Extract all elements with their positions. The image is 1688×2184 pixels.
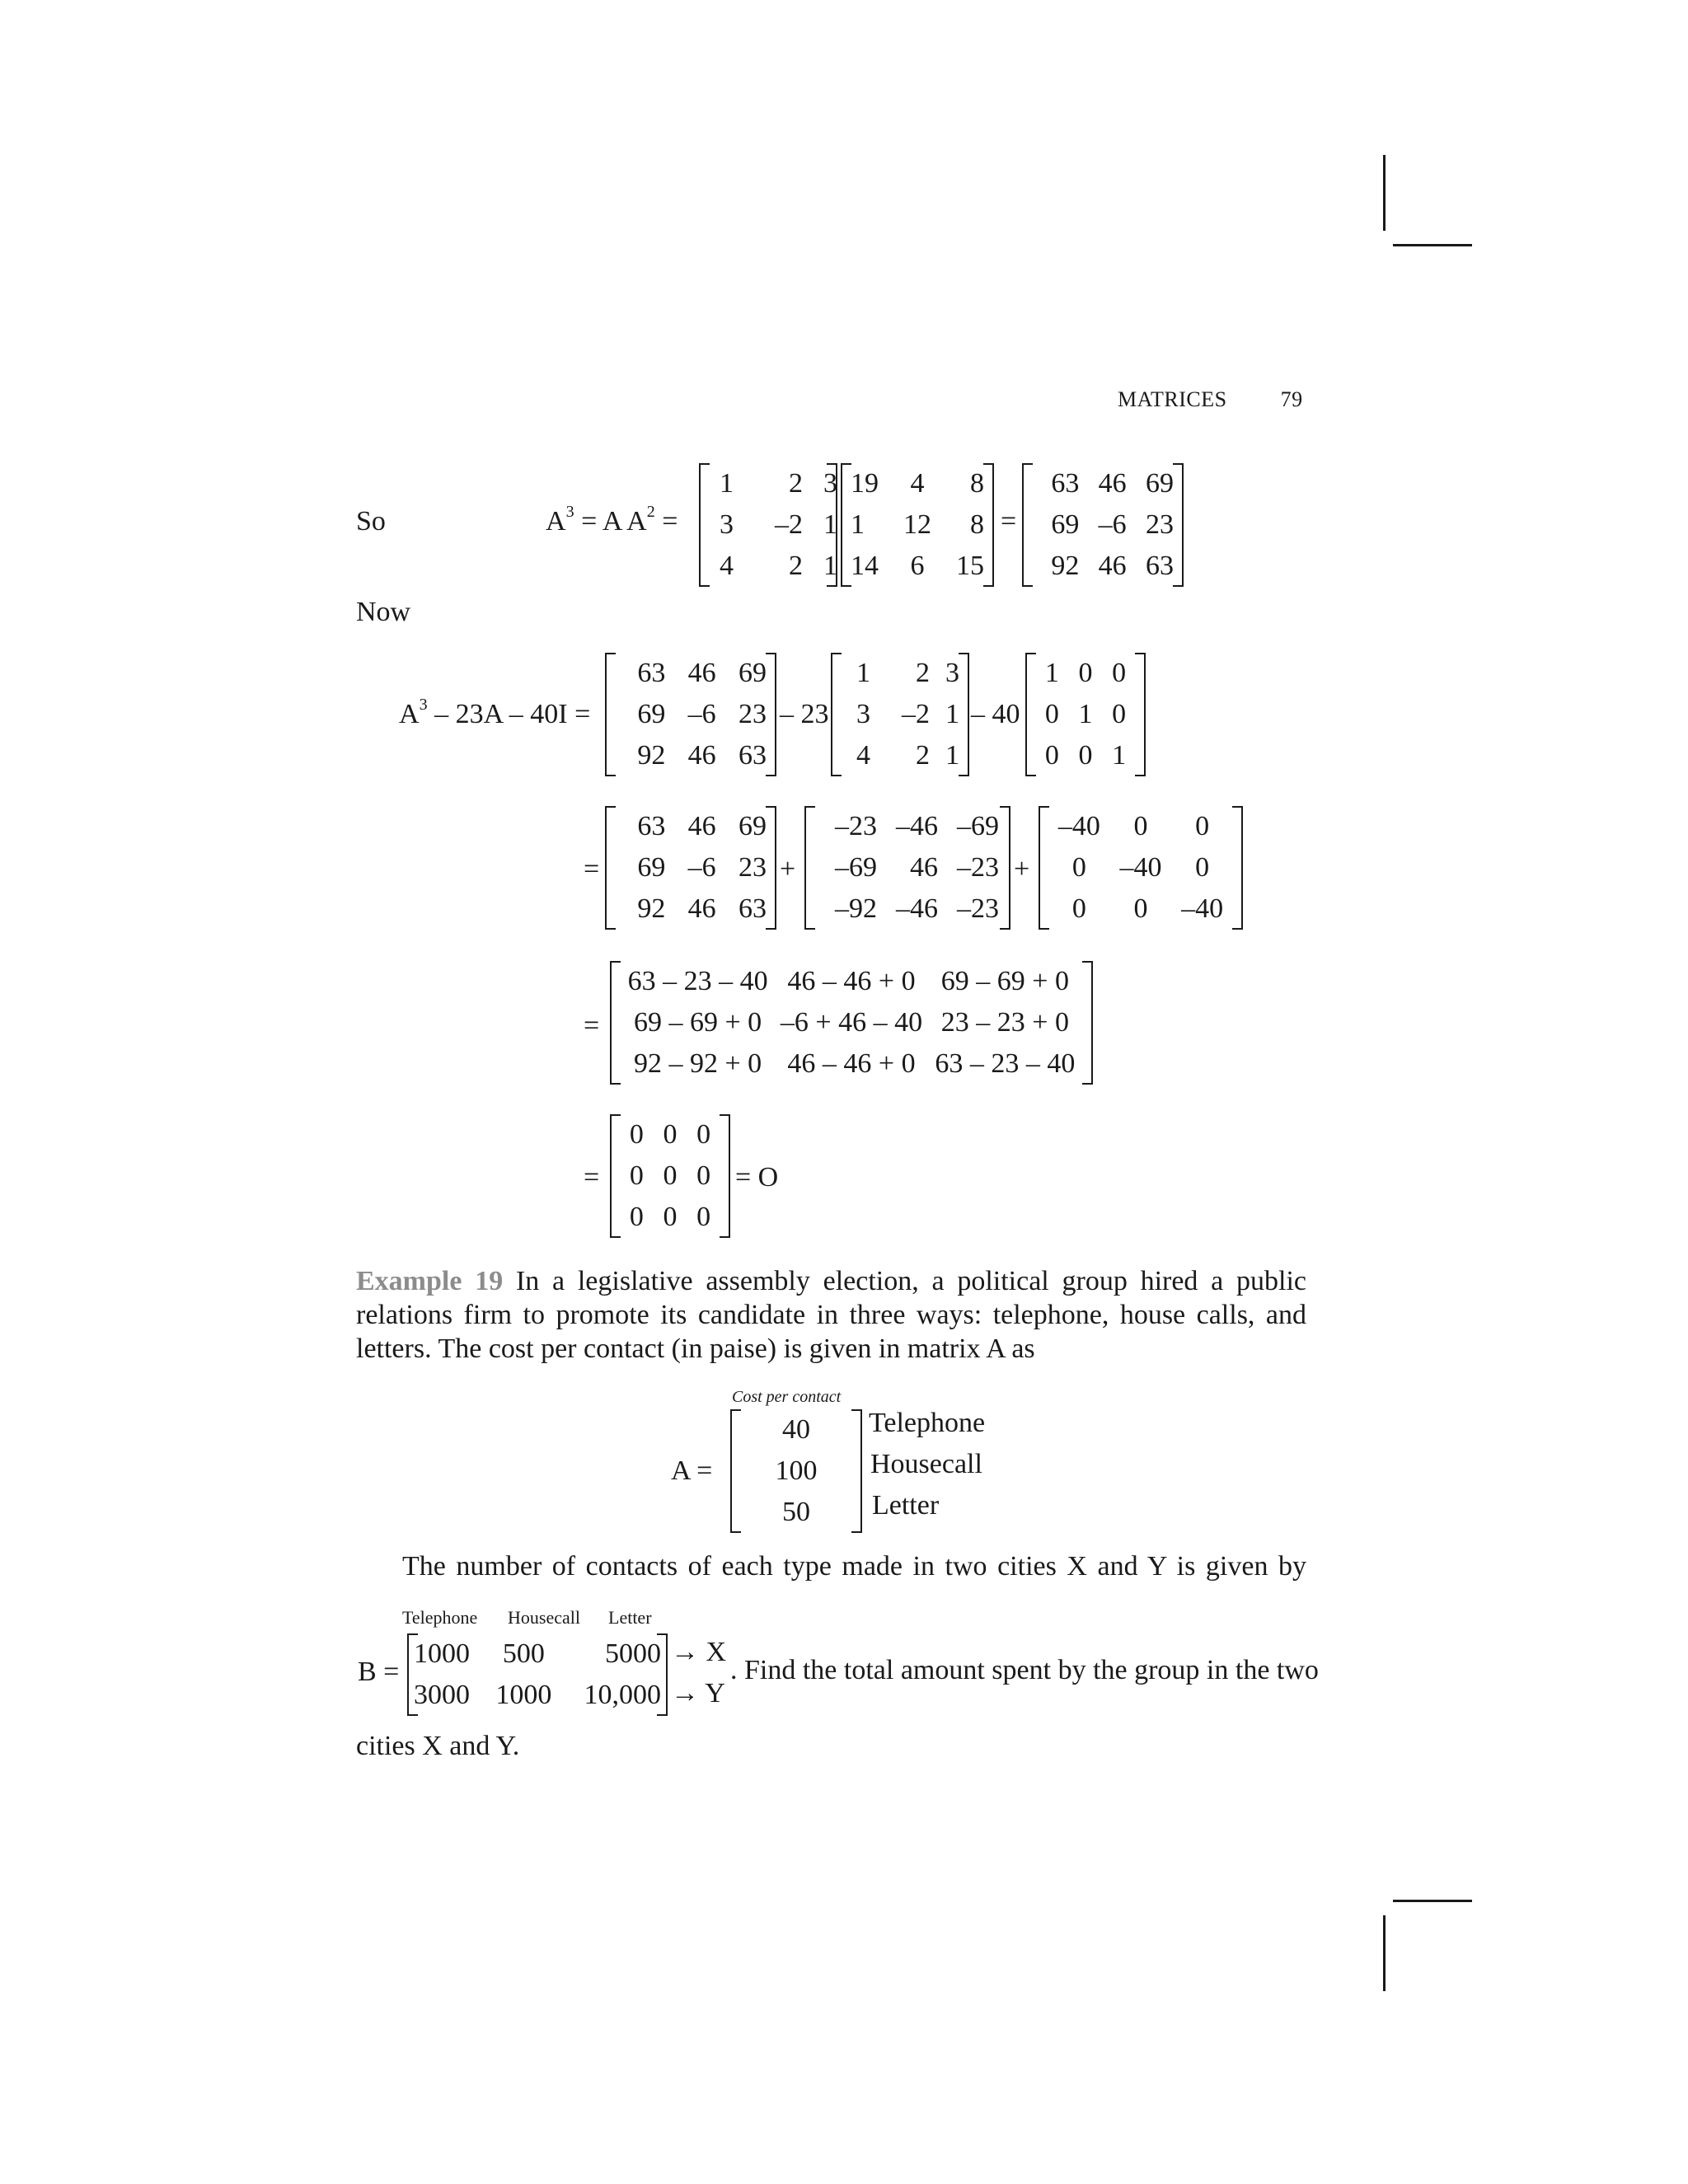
header-title: MATRICES — [1118, 387, 1227, 411]
matrix-cell: 63 — [1146, 551, 1174, 581]
matrix-cell: 69 — [738, 658, 767, 688]
eq4-equals: = — [584, 1010, 600, 1041]
matrix-cell: 0 — [663, 1202, 678, 1232]
eq1-matrix-a-squared — [841, 463, 994, 587]
page-number: 79 — [1280, 387, 1303, 411]
matrix-cell: 0 — [1071, 893, 1086, 924]
matrix-cell: 3 — [945, 658, 959, 688]
eq3-equals: = — [584, 854, 600, 884]
matrix-cell: 1000 — [495, 1680, 552, 1710]
matrix-cell: 40 — [782, 1414, 810, 1445]
matrix-cell: 1 — [720, 468, 734, 499]
matrix-cell: 0 — [629, 1119, 644, 1150]
matrix-cell: 19 — [851, 468, 879, 499]
matrix-cell: –40 — [1181, 893, 1224, 924]
matrix-cell: –69 — [835, 852, 877, 883]
matrix-cell: 3 — [823, 468, 837, 499]
matrix-cell: –46 — [896, 811, 938, 841]
eq3-matrix-2 — [804, 806, 1010, 930]
matrix-cell: 12 — [903, 509, 931, 540]
eq1-matrix-a — [699, 463, 837, 587]
matrix-cell: 15 — [956, 551, 984, 581]
matrix-cell: 0 — [629, 1202, 644, 1232]
matrix-cell: 0 — [1071, 852, 1086, 883]
matrix-cell: 0 — [1044, 699, 1059, 729]
matrix-cell: 6 — [910, 551, 925, 581]
matrix-cell: 63 – 23 – 40 — [627, 966, 768, 996]
matrix-cell: 0 — [629, 1160, 644, 1191]
matrix-cell: 23 – 23 + 0 — [940, 1007, 1069, 1038]
matrix-a-caption: Cost per contact — [732, 1388, 842, 1406]
matrix-cell: 2 — [916, 658, 930, 688]
matrix-cell: 1 — [945, 699, 959, 729]
eq5-equals: = — [584, 1162, 600, 1193]
matrix-cell: 69 – 69 + 0 — [940, 966, 1069, 996]
matrix-cell: 10,000 — [584, 1680, 661, 1710]
eq1-lhs: $A^3 = A$ $A^2$ = — [546, 503, 678, 537]
eq4-matrix-expanded — [610, 961, 1093, 1085]
eq1-matrix-result — [1022, 463, 1184, 587]
matrix-b-row-label-x: → X — [671, 1637, 727, 1667]
matrix-cell: 0 — [696, 1160, 711, 1191]
matrix-b-col-header-letter: Letter — [608, 1607, 652, 1628]
running-header — [1118, 387, 1303, 412]
matrix-cell: 8 — [970, 509, 984, 540]
matrix-b — [407, 1633, 668, 1716]
eq2-op-minus-23: – 23 — [780, 699, 829, 729]
matrix-cell: 2 — [916, 740, 930, 771]
matrix-cell: –6 — [687, 699, 716, 729]
matrix-cell: 46 — [1098, 551, 1127, 581]
eq5-rhs: = O — [735, 1162, 779, 1193]
matrix-cell: 0 — [696, 1119, 711, 1150]
matrix-cell: 3000 — [414, 1680, 470, 1710]
matrix-cell: –23 — [835, 811, 877, 841]
matrix-cell: 0 — [663, 1160, 678, 1191]
eq3-plus-2: + — [1014, 854, 1030, 884]
eq2-lhs: $A^3 - 23A - 40I$ = — [399, 696, 591, 729]
eq5-matrix-zero — [610, 1114, 730, 1238]
eq1-equals: = — [1001, 506, 1017, 537]
matrix-cell: 1 — [823, 551, 837, 581]
matrix-cell: 69 — [637, 852, 666, 883]
matrix-cell: 4 — [910, 468, 925, 499]
matrix-cell: 0 — [663, 1119, 678, 1150]
matrix-cell: 0 — [1133, 811, 1148, 841]
matrix-cell: 63 — [738, 893, 767, 924]
matrix-b-tail-text: . Find the total amount spent by the group in the two — [730, 1655, 1319, 1685]
matrix-cell: 92 — [637, 740, 666, 771]
matrix-cell: 0 — [1078, 740, 1093, 771]
matrix-cell: 46 — [910, 852, 938, 883]
matrix-cell: 0 — [1133, 893, 1148, 924]
matrix-cell: 2 — [789, 468, 803, 499]
matrix-cell: 63 — [1051, 468, 1080, 499]
crop-mark-bottom-horizontal — [1393, 1900, 1472, 1902]
matrix-cell: 0 — [1112, 699, 1127, 729]
matrix-b-col-header-telephone: Telephone — [402, 1607, 478, 1628]
matrix-cell: 69 — [738, 811, 767, 841]
matrix-cell: 8 — [970, 468, 984, 499]
crop-mark-top-vertical — [1383, 155, 1386, 231]
matrix-a-row-label-telephone: Telephone — [869, 1408, 986, 1438]
matrix-cell: 92 — [1051, 551, 1080, 581]
matrix-cell: –92 — [835, 893, 877, 924]
matrix-cell: –6 — [687, 852, 716, 883]
matrix-cell: 4 — [720, 551, 734, 581]
matrix-cell: 1 — [851, 509, 865, 540]
matrix-a-row-label-housecall: Housecall — [870, 1449, 982, 1479]
matrix-cell: 69 — [1051, 509, 1080, 540]
matrix-cell: –6 — [1098, 509, 1127, 540]
matrix-cell: 46 — [687, 740, 716, 771]
matrix-cell: 23 — [1146, 509, 1174, 540]
eq3-matrix-1 — [605, 806, 776, 930]
matrix-cell: 1 — [856, 658, 870, 688]
example-19-paragraph — [356, 1264, 1306, 1366]
matrix-cell: 1 — [1078, 699, 1093, 729]
now-label: Now — [356, 597, 411, 627]
eq2-matrix-a — [831, 653, 969, 776]
matrix-cell: 46 — [687, 893, 716, 924]
matrix-cell: 69 — [637, 699, 666, 729]
matrix-cell: –2 — [775, 509, 803, 540]
matrix-cell: 69 – 69 + 0 — [634, 1007, 762, 1038]
matrix-a — [730, 1409, 862, 1533]
matrix-cell: –23 — [957, 852, 999, 883]
matrix-cell: 69 — [1146, 468, 1174, 499]
matrix-cell: 500 — [502, 1638, 545, 1669]
matrix-cell: 1 — [823, 509, 837, 540]
matrix-cell: 0 — [1044, 740, 1059, 771]
matrix-cell: 5000 — [605, 1638, 661, 1669]
example-text: In a legislative assembly election, a political group hired a public relations firm to promote its candidate in three ways: telephone, house calls, and letters. The cost per contact (in paise) is given in matrix A as — [356, 1266, 1306, 1364]
matrix-cell: 0 — [1195, 852, 1210, 883]
matrix-cell: 92 – 92 + 0 — [634, 1048, 762, 1079]
matrix-cell: 1 — [1112, 740, 1127, 771]
matrix-cell: 46 — [687, 658, 716, 688]
matrix-cell: 63 — [637, 658, 666, 688]
matrix-cell: 100 — [775, 1455, 818, 1486]
matrix-cell: –69 — [957, 811, 999, 841]
crop-mark-top-horizontal — [1393, 244, 1472, 246]
matrix-b-row-label-y: → Y — [671, 1678, 725, 1708]
eq3-matrix-3 — [1039, 806, 1243, 930]
matrix-cell: 46 — [687, 811, 716, 841]
matrix-cell: 1 — [945, 740, 959, 771]
matrix-cell: 46 – 46 + 0 — [787, 1048, 916, 1079]
matrix-cell: 46 — [1098, 468, 1127, 499]
matrix-cell: 50 — [782, 1497, 810, 1527]
matrix-cell: 0 — [1195, 811, 1210, 841]
matrix-cell: 23 — [738, 852, 767, 883]
matrix-cell: 1 — [1044, 658, 1059, 688]
matrix-cell: –6 + 46 – 40 — [780, 1007, 923, 1038]
matrix-cell: 2 — [789, 551, 803, 581]
matrix-cell: –40 — [1119, 852, 1162, 883]
eq2-matrix-identity — [1025, 653, 1146, 776]
matrix-cell: –46 — [896, 893, 938, 924]
eq2-matrix-a-cubed — [605, 653, 776, 776]
matrix-cell: 63 — [738, 740, 767, 771]
matrix-cell: 92 — [637, 893, 666, 924]
matrix-cell: 14 — [851, 551, 879, 581]
matrix-b-col-header-housecall: Housecall — [508, 1607, 580, 1628]
matrix-cell: 0 — [696, 1202, 711, 1232]
matrix-cell: 0 — [1112, 658, 1127, 688]
matrix-cell: 4 — [856, 740, 870, 771]
matrix-cell: –40 — [1057, 811, 1100, 841]
matrix-a-row-label-letter: Letter — [872, 1490, 940, 1521]
eq2-op-minus-40: – 40 — [971, 699, 1020, 729]
matrix-cell: 3 — [720, 509, 734, 540]
matrix-cell: 46 – 46 + 0 — [787, 966, 916, 996]
matrix-cell: 63 — [637, 811, 666, 841]
eq3-plus-1: + — [780, 854, 796, 884]
example-label: Example 19 — [356, 1266, 504, 1296]
matrix-cell: 63 – 23 – 40 — [935, 1048, 1076, 1079]
crop-mark-bottom-vertical — [1383, 1915, 1386, 1991]
matrix-b-lhs: B = — [358, 1657, 400, 1687]
contacts-paragraph: The number of contacts of each type made in two cities X and Y is given by — [402, 1551, 1306, 1582]
matrix-cell: 23 — [738, 699, 767, 729]
eq1-lead: So — [356, 506, 386, 537]
matrix-cell: 3 — [856, 699, 870, 729]
matrix-a-lhs: A = — [671, 1455, 713, 1486]
matrix-cell: –23 — [957, 893, 999, 924]
matrix-cell: –2 — [902, 699, 930, 729]
matrix-cell: 1000 — [414, 1638, 470, 1669]
closing-text: cities X and Y. — [356, 1731, 520, 1761]
matrix-cell: 0 — [1078, 658, 1093, 688]
